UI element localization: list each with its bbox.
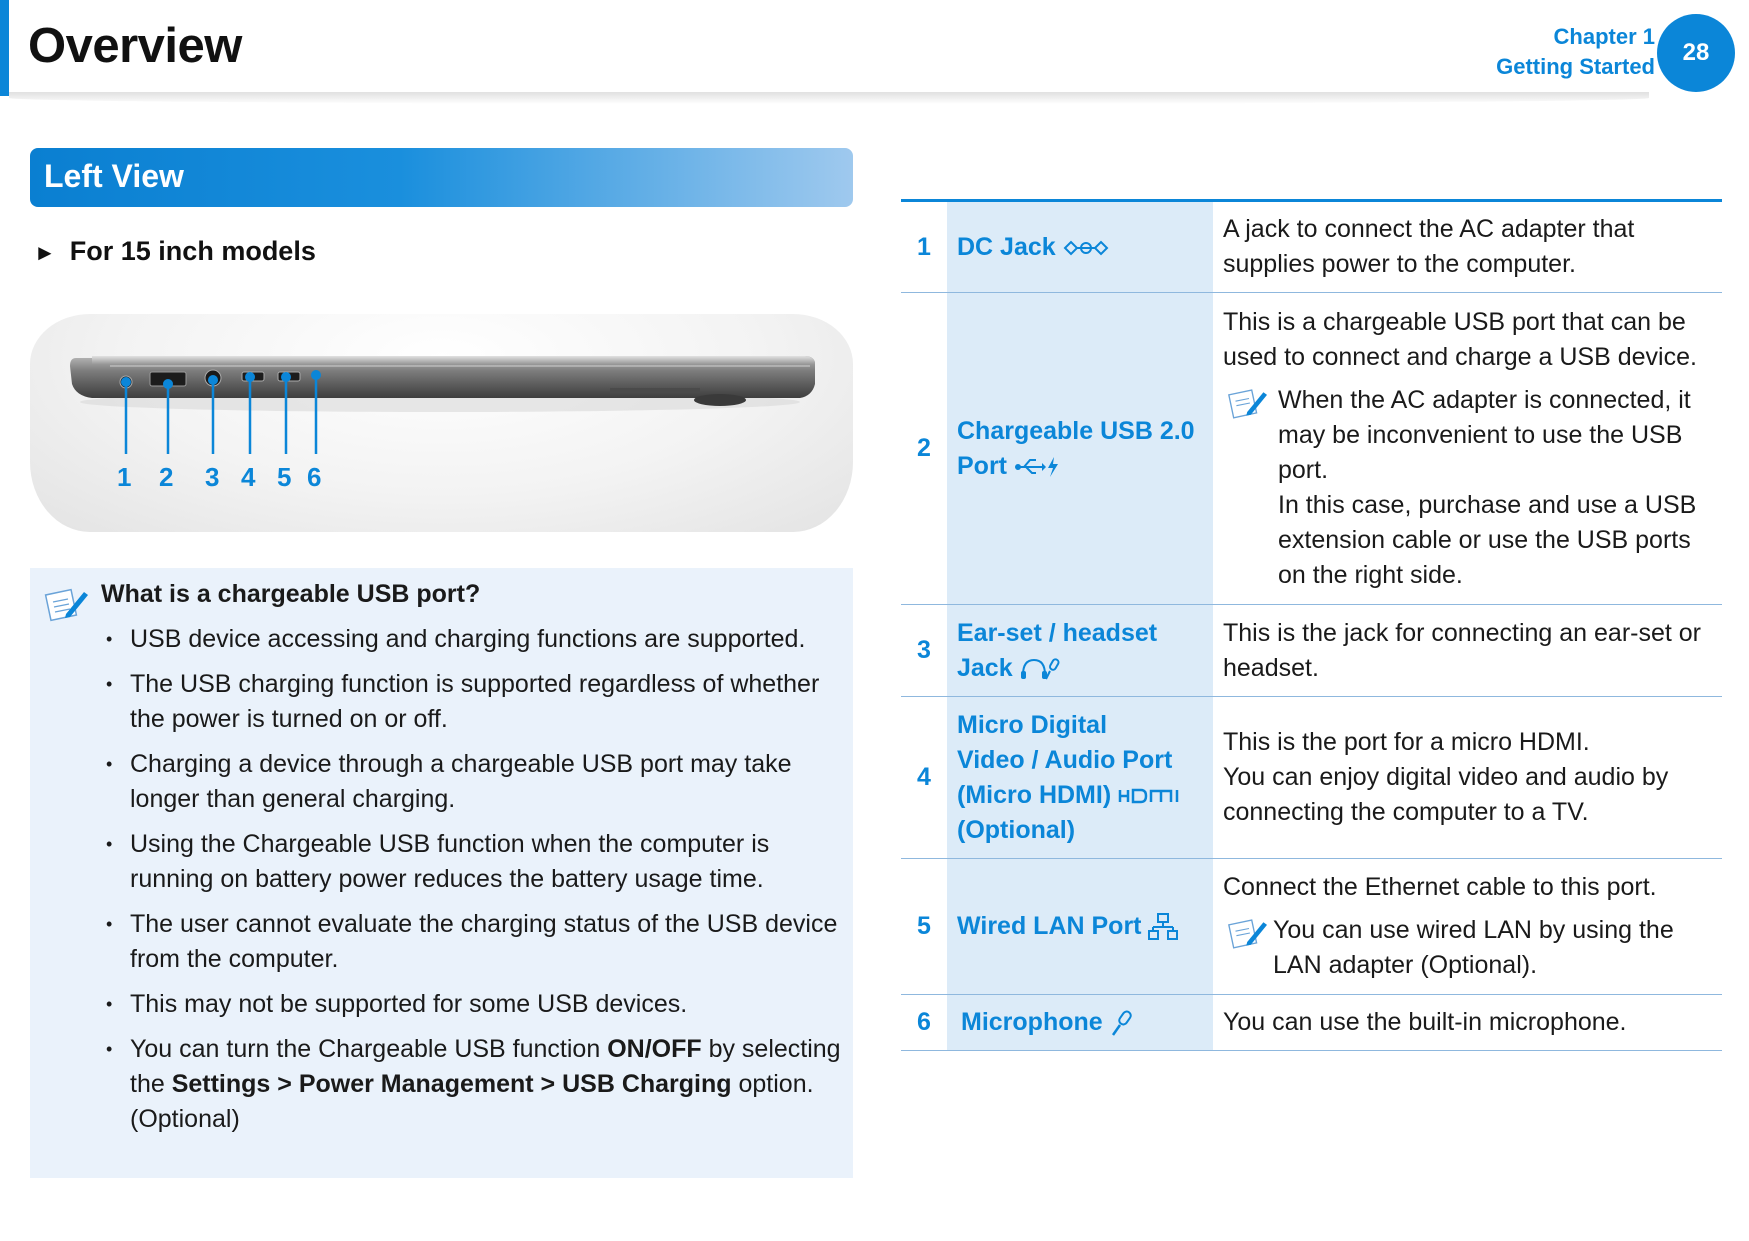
chapter-label — [1496, 22, 1655, 82]
port-name: Micro Digital Video / Audio Port (Micro HDMI) (Optional) — [947, 697, 1213, 859]
header-divider — [9, 92, 1649, 104]
chapter-name: Getting Started — [1496, 54, 1655, 79]
table-row — [901, 859, 1722, 995]
note-item: • This may not be supported for some USB devices. — [100, 987, 850, 1022]
port-name: Wired LAN Port — [947, 859, 1213, 995]
port-name: Microphone — [947, 995, 1213, 1051]
port-number: 6 — [901, 995, 947, 1051]
note-pencil-icon — [1227, 385, 1271, 421]
usb-charge-icon — [1014, 455, 1060, 479]
note-item: • USB device accessing and charging functions are supported. — [100, 622, 850, 657]
port-description: This is the port for a micro HDMI. You can enjoy digital video and audio by connecting the computer to a TV. — [1213, 697, 1722, 859]
port-description: You can use the built-in microphone. — [1213, 995, 1722, 1051]
note-item: • The USB charging function is supported regardless of whether the power is turned on or off. — [100, 667, 850, 737]
model-label — [34, 236, 316, 267]
chargeable-usb-note — [30, 568, 853, 1178]
header-accent-bar — [0, 0, 9, 96]
hdmi-icon — [1118, 787, 1198, 805]
callout-6: 6 — [307, 462, 322, 492]
note-item: • Using the Chargeable USB function when the computer is running on battery power reduces the battery usage time. — [100, 827, 850, 897]
laptop-left-view-image — [30, 314, 853, 532]
lan-icon — [1148, 913, 1178, 941]
table-row — [901, 697, 1722, 859]
note-pencil-icon — [1227, 915, 1271, 951]
triangle-bullet-icon: ► — [34, 240, 56, 265]
note-pencil-icon — [44, 584, 92, 624]
dc-jack-icon — [1063, 238, 1109, 258]
note-title: What is a chargeable USB port? — [101, 580, 481, 608]
callout-2: 2 — [159, 462, 174, 492]
port-number: 2 — [901, 293, 947, 605]
port-description: A jack to connect the AC adapter that supplies power to the computer. — [1213, 201, 1722, 293]
port-description: This is a chargeable USB port that can be used to connect and charge a USB device. When the AC adapter is connected, it may be inconvenient to use the USB port. In this case, purchase and use a USB extension cable or use the USB ports on the right side. — [1213, 293, 1722, 605]
table-row — [901, 293, 1722, 605]
note-item: • The user cannot evaluate the charging status of the USB device from the computer. — [100, 907, 850, 977]
callout-1: 1 — [117, 462, 132, 492]
callout-5: 5 — [277, 462, 292, 492]
port-number: 4 — [901, 697, 947, 859]
laptop-side-illustration — [30, 314, 853, 532]
table-row — [901, 995, 1722, 1051]
page-title: Overview — [28, 19, 242, 73]
section-title: Left View — [44, 158, 184, 194]
note-item: • Charging a device through a chargeable USB port may take longer than general charging. — [100, 747, 850, 817]
port-description: This is the jack for connecting an ear-set or headset. — [1213, 605, 1722, 697]
port-name: Ear-set / headset Jack — [947, 605, 1213, 697]
port-description: Connect the Ethernet cable to this port. You can use wired LAN by using the LAN adapter (Optional). — [1213, 859, 1722, 995]
port-note: You can use wired LAN by using the LAN adapter (Optional). — [1223, 913, 1712, 983]
model-label-text: For 15 inch models — [69, 236, 316, 266]
chapter-number: Chapter 1 — [1553, 24, 1655, 49]
port-number: 3 — [901, 605, 947, 697]
port-spec-table — [901, 199, 1722, 1051]
port-number: 1 — [901, 201, 947, 293]
page-number-badge: 28 — [1657, 14, 1735, 92]
callout-3: 3 — [205, 462, 220, 492]
section-header — [30, 148, 853, 207]
port-note: When the AC adapter is connected, it may be inconvenient to use the USB port. In this case, purchase and use a USB extension cable or use the USB ports on the right side. — [1223, 383, 1712, 593]
port-name: DC Jack — [947, 201, 1213, 293]
headset-icon — [1020, 657, 1060, 681]
port-name: Chargeable USB 2.0 Port — [947, 293, 1213, 605]
microphone-icon — [1110, 1009, 1136, 1037]
note-item: • You can turn the Chargeable USB function ON/OFF by selecting the Settings > Power Management > USB Charging option. (Optional) — [100, 1032, 850, 1137]
table-row — [901, 605, 1722, 697]
port-number: 5 — [901, 859, 947, 995]
note-list — [100, 622, 850, 1147]
callout-4: 4 — [241, 462, 256, 492]
table-row — [901, 201, 1722, 293]
